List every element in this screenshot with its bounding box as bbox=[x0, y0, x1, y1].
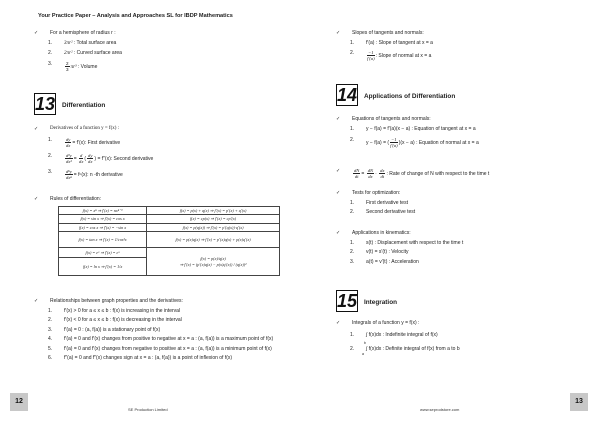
section-title: Integration bbox=[364, 298, 398, 306]
slopes-block bbox=[336, 30, 580, 62]
list-item: 1. s(t) : Displacement with respect to the time t bbox=[350, 239, 464, 246]
list-item: 2. f′(x) < 0 for a ≤ x ≤ b : f(x) is decreasing in the interval bbox=[48, 317, 182, 323]
table-row: f(x) = sin x ⇒ f′(x) = cos x f(x) = cp(x) ⇒ f′(x) = cp′(x) bbox=[59, 215, 280, 223]
section-title: Differentiation bbox=[62, 101, 106, 109]
footer-website: www.seprodstore.com bbox=[420, 407, 460, 412]
list-item: 2. v(t) = s′(t) : Velocity bbox=[350, 249, 409, 255]
table-row: f(x) = cos x ⇒ f′(x) = −sin x f(x) = p(q(x)) ⇒ f′(x) = p′(q(x))·q′(x) bbox=[59, 223, 280, 231]
list-item: 2. Second derivative test bbox=[350, 209, 416, 215]
list-item: 2. 2πr² : Curved surface area bbox=[48, 50, 122, 56]
optimization-block bbox=[336, 190, 580, 216]
check-mark-icon: ✓ bbox=[34, 126, 39, 132]
rate-block: ✓ $\frac{dN}{dt}$ = $\frac{dN}{dx}$ · $\frac{dx}{dt}$ : Rate of change of N with respect to the time t bbox=[336, 168, 490, 180]
list-item: 4. f′(a) = 0 and f′(x) changes from positive to negative at x = a : (a, f(a)) is a maximum point of f(x) bbox=[48, 336, 274, 342]
list-item: 1. f′(a) : Slope of tangent at x = a bbox=[350, 39, 433, 46]
table-row: f(x) = tan x ⇒ f′(x) = 1/cos²x f(x) = p(x)q(x) ⇒ f′(x) = p′(x)q(x) + p(x)q′(x) bbox=[59, 232, 280, 248]
list-item: 1. y − f(a) = f′(a)(x − a) : Equation of tangent at x = a bbox=[350, 125, 476, 132]
integrals-intro: Integrals of a function y = f(x) : bbox=[352, 320, 420, 326]
check-mark-icon: ✓ bbox=[336, 320, 341, 326]
list-item: 3. a(t) = v′(t) : Acceleration bbox=[350, 258, 419, 265]
relationships-intro: Relationships between graph properties and the derivatives: bbox=[50, 298, 183, 304]
list-item: 1. 3πr² : Total surface area bbox=[48, 39, 117, 46]
left-page-number: 12 bbox=[10, 393, 28, 411]
equations-intro: Equations of tangents and normals: bbox=[352, 116, 431, 122]
section-title: Applications of Differentiation bbox=[364, 92, 456, 100]
table-row: f(x) = xⁿ ⇒ f′(x) = nxⁿ⁻¹ f(x) = p(x) + q(x) ⇒ f′(x) = p′(x) + q′(x) bbox=[59, 207, 280, 215]
relationships-block bbox=[34, 298, 288, 362]
table-row: f(x) = ln x ⇒ f′(x) = 1/x bbox=[59, 258, 280, 276]
list-item: 5. f′(a) = 0 and f′(x) changes from negative to positive at x = a : (a, f(a)) is a minimum point of f(x) bbox=[48, 345, 272, 352]
derivatives-intro: Derivatives of a function y = f(x) : bbox=[50, 126, 120, 131]
right-page-number: 13 bbox=[570, 393, 588, 411]
hemisphere-intro: For a hemisphere of radius r : bbox=[50, 30, 116, 36]
list-item: 1. f′(x) > 0 for a ≤ x ≤ b : f(x) is increasing in the interval bbox=[48, 307, 181, 314]
list-item: 2. $\frac{-1}{f'(a)}$ : Slope of normal at x = a bbox=[350, 50, 432, 62]
check-mark-icon: ✓ bbox=[336, 190, 341, 196]
list-item: 6. f″(a) = 0 and f″(x) changes sign at x = a : (a, f(a)) is a point of inflexion of f(x) bbox=[48, 355, 233, 361]
check-mark-icon: ✓ bbox=[336, 168, 341, 174]
optimization-intro: Tests for optimization: bbox=[352, 190, 401, 196]
list-item: 1. ∫ f(x)dx : Indefinite integral of f(x) bbox=[350, 331, 438, 338]
list-item: 2. b a ∫ f(x)dx : Definite integral of f(x) from a to b bbox=[350, 341, 460, 356]
rules-table bbox=[58, 206, 280, 276]
check-mark-icon: ✓ bbox=[336, 230, 341, 236]
page-header: Your Practice Paper – Analysis and Approaches SL for IBDP Mathematics bbox=[38, 13, 233, 19]
section-number-box: 15 bbox=[337, 291, 358, 311]
section-13-heading bbox=[34, 93, 105, 115]
list-item: 2. $\frac{\text{d²y}}{\text{dx²}}$ = $\frac{d}{dx}$ ( $\frac{dy}{dx}$ ) = f″(x): Second derivative bbox=[48, 152, 154, 164]
kinematics-intro: Applications in kinematics: bbox=[352, 230, 411, 236]
equations-block bbox=[336, 116, 580, 149]
section-number-box: 14 bbox=[337, 85, 358, 105]
table-row: f(x) = eˣ ⇒ f′(x) = eˣ f(x) = p(x)/q(x) ⇒ f′(x) = (p′(x)q(x) − p(x)q′(x)) / (q(x))² bbox=[59, 248, 280, 258]
rules-intro: Rules of differentiation: bbox=[50, 196, 102, 202]
rules-intro-block bbox=[34, 196, 288, 203]
footer-publisher: SE Production Limited bbox=[128, 407, 168, 412]
derivatives-block bbox=[34, 126, 288, 180]
check-mark-icon: ✓ bbox=[336, 30, 341, 36]
check-mark-icon: ✓ bbox=[336, 116, 341, 122]
rate-text: : Rate of change of N with respect to the time t bbox=[386, 170, 490, 177]
section-15-heading bbox=[336, 290, 397, 312]
check-mark-icon: ✓ bbox=[34, 30, 39, 36]
section-number-box: 13 bbox=[35, 94, 56, 114]
check-mark-icon: ✓ bbox=[34, 196, 39, 202]
slopes-intro: Slopes of tangents and normals: bbox=[352, 30, 424, 36]
list-item: 2. y − f(a) = ( $\frac{-1}{f'(a)}$ )(x − a) : Equation of normal at x = a bbox=[350, 137, 479, 149]
integrals-block bbox=[336, 320, 580, 356]
list-item: 3. $\frac{2}{3}$ πr³ : Volume bbox=[48, 60, 98, 72]
hemisphere-block bbox=[34, 30, 288, 72]
list-item: 1. $\frac{dy}{dx}$ = f′(x): First derivative bbox=[48, 136, 121, 148]
kinematics-block bbox=[336, 230, 580, 265]
section-14-heading bbox=[336, 84, 455, 106]
check-mark-icon: ✓ bbox=[34, 298, 39, 304]
list-item: 3. $\frac{\text{dⁿy}}{\text{dxⁿ}}$ = fⁿ(x): n -th derivative bbox=[48, 168, 123, 180]
list-item: 3. f′(a) = 0 : (a, f(a)) is a stationary point of f(x) bbox=[48, 326, 161, 333]
list-item: 1. First derivative test bbox=[350, 199, 408, 206]
